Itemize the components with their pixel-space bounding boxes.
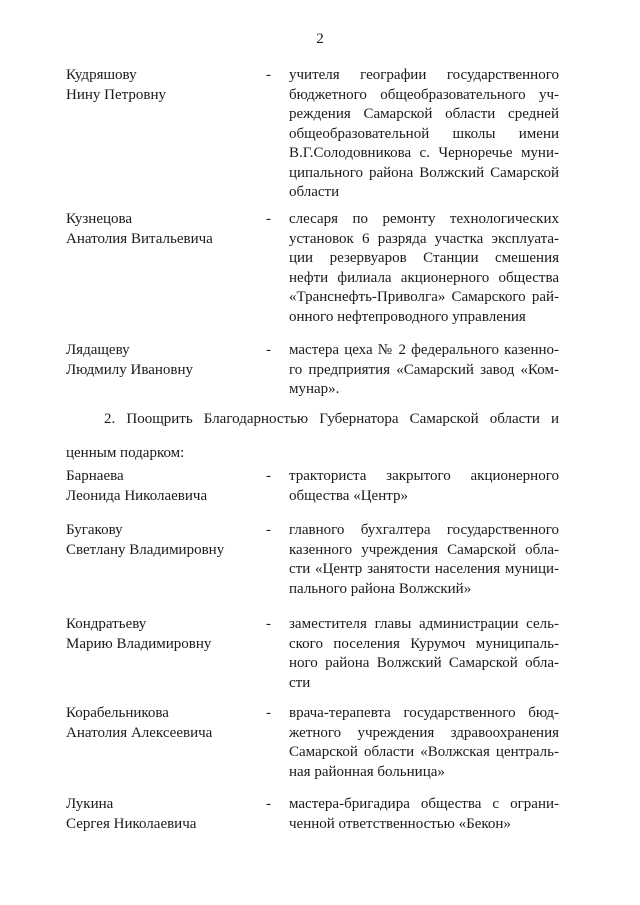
surname: Лядащеву (66, 342, 130, 358)
description-line: врача-терапевта государственного бюд- (289, 705, 559, 721)
description-line: го предприятия «Самарский завод «Ком- (289, 361, 559, 378)
position-description (289, 341, 559, 400)
description-line: установок 6 разряда участка эксплуата- (289, 230, 559, 247)
surname: Барнаева (66, 468, 124, 484)
dash-separator: - (266, 616, 271, 632)
description-line: мунар». (289, 381, 340, 397)
position-description (289, 521, 559, 599)
description-line: сти «Центр занятости населения муници- (289, 561, 559, 577)
description-line: сти (289, 674, 311, 691)
person-name (66, 704, 256, 743)
description-line: жетного учреждения здравоохранения (289, 724, 559, 741)
description-line: пального района Волжский» (289, 580, 472, 597)
surname: Лукина (66, 796, 114, 812)
person-name (66, 615, 256, 654)
surname: Кузнецова (66, 211, 133, 227)
position-description (289, 66, 559, 203)
description-line: тракториста закрытого акционерного (289, 468, 559, 484)
description-line: главного бухгалтера государственного (289, 522, 559, 538)
position-description (289, 210, 559, 327)
position-description (289, 615, 559, 693)
surname: Кондратьеву (66, 616, 147, 632)
dash-separator: - (266, 522, 271, 538)
given-names: Сергея Николаевича (66, 815, 197, 832)
position-description (289, 467, 559, 506)
description-line: ная районная больница» (289, 763, 445, 780)
page-number: 2 (316, 31, 324, 47)
description-line: ции резервуаров Станции смешения (289, 250, 559, 266)
person-name (66, 467, 256, 506)
description-line: Самарской области «Волжская централь- (289, 744, 559, 760)
description-line: нефти филиала акционерного общества (289, 269, 559, 286)
description-line: общеобразовательной школы имени (289, 125, 559, 142)
surname: Корабельникова (66, 705, 169, 721)
intro-line: 2. Поощрить Благодарностью Губернатора Самарской области и (104, 411, 559, 427)
dash-separator: - (266, 705, 271, 721)
dash-separator: - (266, 67, 271, 83)
surname: Кудряшову (66, 67, 137, 83)
description-line: общества «Центр» (289, 487, 408, 504)
person-name (66, 210, 256, 249)
description-line: реждения Самарской области средней (289, 106, 559, 122)
description-line: ченной ответственностью «Бекон» (289, 815, 511, 832)
dash-separator: - (266, 796, 271, 812)
given-names: Людмилу Ивановну (66, 361, 194, 378)
dash-separator: - (266, 211, 271, 227)
description-line: ного района Волжский Самарской обла- (289, 655, 559, 671)
description-line: ского поселения Курумоч муниципаль- (289, 635, 559, 652)
dash-separator: - (266, 342, 271, 358)
description-line: онного нефтепроводного управления (289, 308, 526, 325)
description-line: заместителя главы администрации сель- (289, 616, 559, 632)
description-line: «Транснефть-Приволга» Самарского рай- (289, 289, 559, 305)
intro-line: ценным подарком: (66, 444, 185, 461)
description-line: мастера-бригадира общества с ограни- (289, 796, 559, 812)
person-name (66, 521, 256, 560)
description-line: В.Г.Солодовникова с. Черноречье муни- (289, 145, 559, 161)
description-line: бюджетного общеобразовательного уч- (289, 86, 559, 103)
given-names: Марию Владимировну (66, 635, 212, 652)
dash-separator: - (266, 468, 271, 484)
description-line: области (289, 184, 340, 200)
description-line: слесаря по ремонту технологических (289, 211, 559, 227)
person-name (66, 795, 256, 834)
description-line: ципального района Волжский Самарской (289, 164, 559, 181)
section-2-intro (66, 410, 559, 463)
description-line: мастера цеха № 2 федерального казенно- (289, 342, 559, 358)
surname: Бугакову (66, 522, 123, 538)
description-line: казенного учреждения Самарской обла- (289, 541, 559, 558)
position-description (289, 795, 559, 834)
given-names: Леонида Николаевича (66, 487, 208, 504)
given-names: Светлану Владимировну (66, 541, 225, 558)
person-name (66, 66, 256, 105)
given-names: Нину Петровну (66, 86, 166, 103)
description-line: учителя географии государственного (289, 67, 559, 83)
given-names: Анатолия Витальевича (66, 230, 213, 247)
given-names: Анатолия Алексеевича (66, 724, 213, 741)
position-description (289, 704, 559, 782)
person-name (66, 341, 256, 380)
